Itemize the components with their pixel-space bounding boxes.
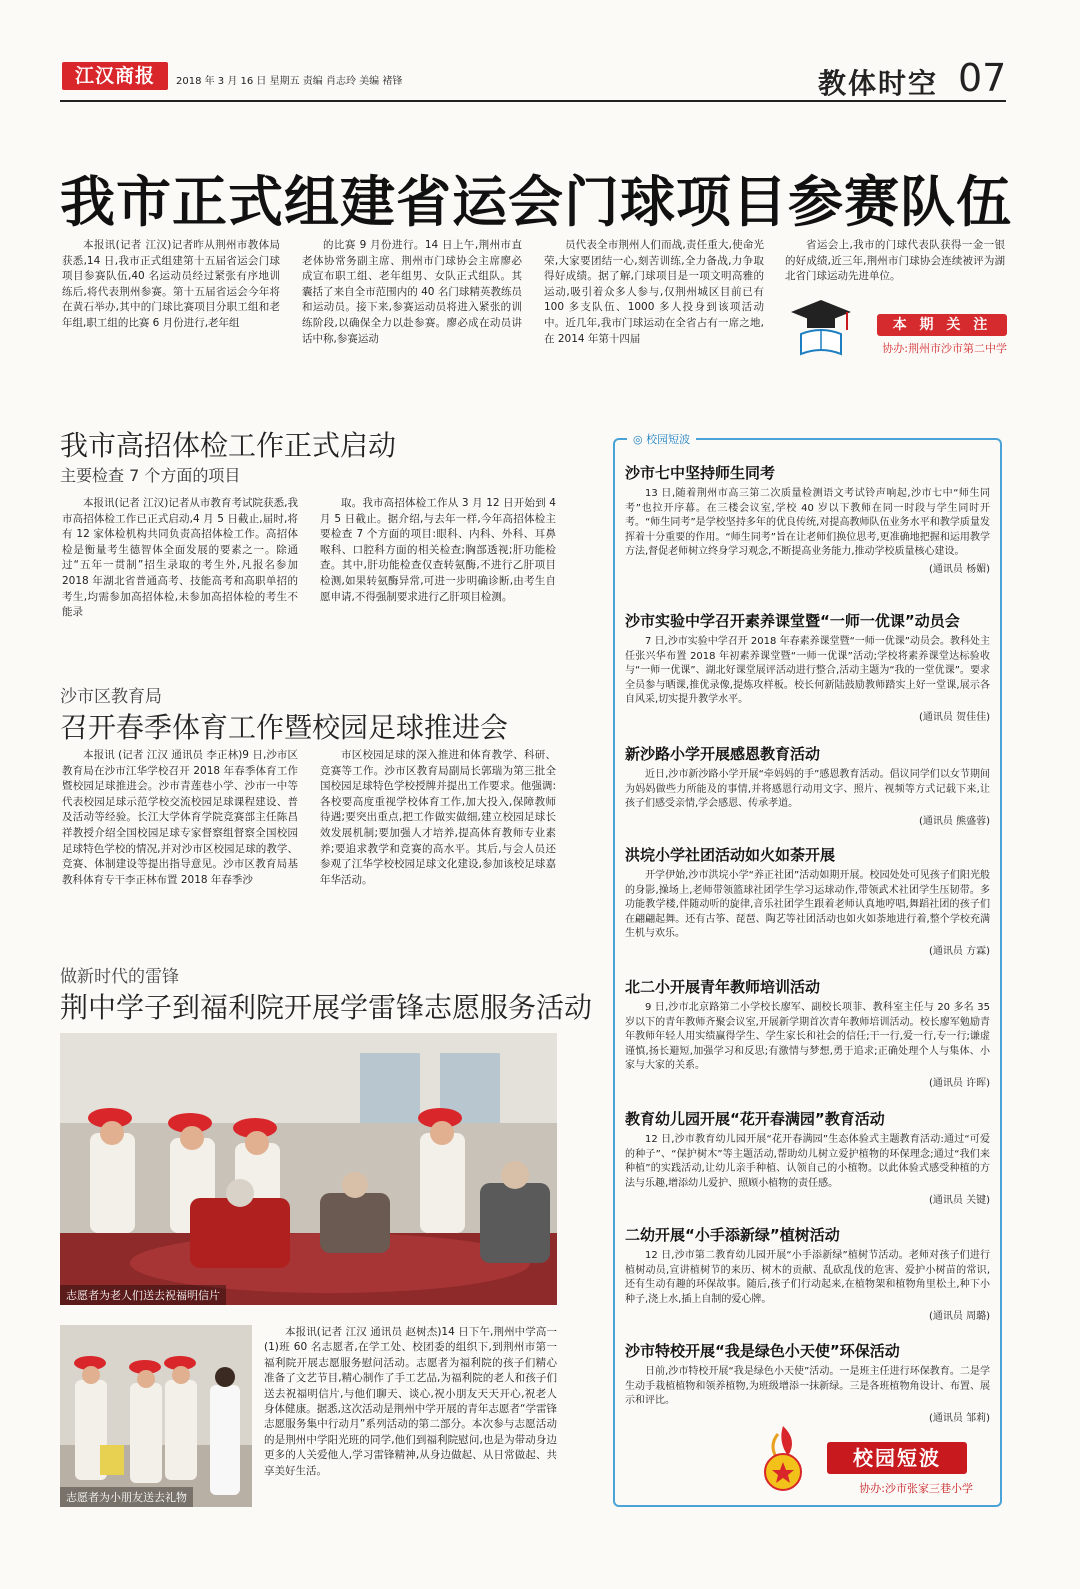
brief-byline: (通讯员 许晖) bbox=[929, 1077, 990, 1089]
story4-text: 本报讯(记者 江汉 通讯员 赵树杰)14 日下午,荆州中学高一(1)班 60 名志愿者,在学工处、校团委的组织下,到荆州市第一福利院开展志愿服务慰问活动。志愿者为福利院的孩子们精心准备了文艺节目,精心制作了手工艺品,为福利院的老人和孩子们送去祝福明信片,与他们聊天、谈心,祝小朋友天天开心,祝老人身体健康。据悉,这次活动是荆州中学开展的青年志愿者“学雷锋志愿服务集中行动月”系列活动的第二部分。本次参与志愿活动的是荆州中学阳光班的同学,他们到福利院慰问,也是为带动身边更多的人关爱他人,学习雷锋精神,从身边做起、从日常做起、共享美好生活。 bbox=[264, 1326, 557, 1477]
lead-col-4: 省运会上,我市的门球代表队获得一金一银的好成绩,近三年,荆州市门球协会连续被评为湖北省门球运动先进单位。 bbox=[785, 239, 1005, 283]
brief-item bbox=[625, 1108, 990, 1206]
brief-text: 12 日,沙市第二教育幼儿园开展“小手添新绿”植树节活动。老师对孩子们进行植树动员,宣讲植树节的来历、树木的贡献、乱砍乱伐的危害、爱护小树苗的常识,还有生动有趣的环保故事。随后,孩子们行动起来,在植物架和植物角里松土,种下小种子,浇上水,插上自制的爱心牌。 bbox=[625, 1250, 990, 1305]
brief-headline: 沙市实验中学召开素养课堂暨“一师一优课”动员会 bbox=[625, 612, 960, 630]
focus-badge bbox=[781, 288, 1007, 363]
gift-scene bbox=[60, 1325, 252, 1507]
volunteers-scene bbox=[60, 1033, 557, 1305]
campus-briefs-box bbox=[613, 433, 1002, 1507]
brief-headline: 二幼开展“小手添新绿”植树活动 bbox=[625, 1226, 840, 1244]
lead-col-3: 员代表全市荆州人们而战,责任重大,使命光荣,大家要团结一心,刻苦训练,全力备战,力争取得好成绩。据了解,门球项目是一项文明高雅的运动,吸引着众多人参与,仅荆州城区目前已有 100 多支队伍、1000 多人投身到该项活动中。近几年,我市门球运动在全省占有一席之地,在 2014 年第十四届 bbox=[544, 239, 764, 345]
brief-item bbox=[625, 1340, 990, 1424]
section-title: 教体时空 bbox=[818, 67, 939, 100]
brief-byline: (通讯员 方霖) bbox=[929, 945, 990, 957]
brief-byline: (通讯员 关键) bbox=[929, 1195, 990, 1206]
brief-item bbox=[625, 462, 990, 575]
volunteers-photo bbox=[60, 1033, 557, 1305]
brief-item bbox=[625, 610, 990, 723]
focus-tag: 本 期 关 注 bbox=[877, 314, 1007, 336]
badge-sponsor: 协办:沙市张家三巷小学 bbox=[859, 1482, 973, 1495]
brief-headline: 新沙路小学开展感恩教育活动 bbox=[625, 745, 821, 763]
brief-text: 7 日,沙市实验中学召开 2018 年春素养课堂暨“一师一优课”动员会。教科处主任张兴华布置 2018 年初素养课堂暨“一师一优课”活动;学校将素养课堂达标验收与“一师一优课”、湖北好课堂展评活动进行整合,活动主题为“我的一堂优课”。要求全员参与晒课,推优录像,提炼攻样板。校长何新陆鼓励教师踏实上好一堂课,展示各自风采,切实提升教学水平。 bbox=[625, 636, 990, 705]
campus-briefs-badge bbox=[748, 1420, 983, 1500]
story4-kicker: 做新时代的雷锋 bbox=[60, 967, 179, 987]
photo2-caption: 志愿者为小朋友送去礼物 bbox=[60, 1487, 193, 1507]
brief-item bbox=[625, 844, 990, 957]
masthead-rule bbox=[60, 100, 1006, 102]
brief-text: 13 日,随着荆州市高三第二次质量检测语文考试铃声响起,沙市七中“师生同考”也拉开序幕。在三楼会议室,学校 40 岁以下教师在同一时段与学生同时开考。“师生同考”是学校坚持多年的优良传统,对提高教师队伍业务水平和教学质量发挥着十分重要的作用。“师生同考”旨在让老师们换位思考,更准确地把握和运用教学方法,督促老师树立终身学习观念,不断提高业务能力,推动学校质量核心建设。 bbox=[625, 488, 990, 557]
brief-item bbox=[625, 976, 990, 1089]
brief-byline: (通讯员 杨媚) bbox=[929, 563, 990, 575]
brief-item bbox=[625, 743, 990, 827]
brief-byline: (通讯员 周璐) bbox=[929, 1311, 990, 1322]
issue-meta: 2018 年 3 月 16 日 星期五 责编 肖志玲 美编 褚锋 bbox=[176, 76, 403, 87]
story2-subhead: 主要检查 7 个方面的项目 bbox=[60, 466, 241, 485]
brief-item bbox=[625, 1224, 990, 1322]
story4-headline: 荆中学子到福利院开展学雷锋志愿服务活动 bbox=[60, 991, 593, 1024]
newspaper-logo: 江汉商报 bbox=[62, 62, 168, 90]
story3-headline: 召开春季体育工作暨校园足球推进会 bbox=[60, 711, 509, 744]
brief-headline: 沙市特校开展“我是绿色小天使”环保活动 bbox=[625, 1342, 900, 1360]
story3-col-2: 市区校园足球的深入推进和体育教学、科研、竞赛等工作。沙市区教育局副局长郭瑞为第三批全国校园足球特色学校授牌并提出工作要求。他强调:各校要高度重视学校体育工作,加大投入,保障教师待遇;要突出重点,把工作做实做细,建立校园足球长效发展机制;要加强人才培养,提高体育教师专业素养;要追求教学和竞赛的高水平。其后,与会人员还参观了江华学校校园足球文化建设,参加该校足球嘉年华活动。 bbox=[320, 749, 556, 886]
brief-byline: (通讯员 贺佳佳) bbox=[919, 711, 990, 723]
campus-briefs-title: ◎ 校园短波 bbox=[627, 431, 696, 447]
story3-kicker: 沙市区教育局 bbox=[60, 687, 162, 707]
gift-photo bbox=[60, 1325, 252, 1507]
story3-col-1: 本报讯 (记者 江汉 通讯员 李正林)9 日,沙市区教育局在沙市江华学校召开 2018 年春季体育工作暨校园足球推进会。沙市青莲巷小学、沙市一中等代表校园足球示范学校交流校园足球课程建设、普及活动等经验。长江大学体育学院竞赛部主任陈昌祥教授介绍全国校园足球专家督察组督察全国校园足球特色学校的情况,并对沙市区校园足球的教学、竞赛、体制建设等提出指导意见。沙市区教育局基教科体育专干李正林布置 2018 年春季沙 bbox=[62, 749, 298, 886]
brief-headline: 北二小开展青年教师培训活动 bbox=[625, 978, 821, 996]
page-number: 07 bbox=[958, 56, 1007, 100]
brief-headline: 洪垸小学社团活动如火如荼开展 bbox=[625, 846, 836, 864]
lead-col-2: 的比赛 9 月份进行。14 日上午,荆州市直老体协常务副主席、荆州市门球协会主席廖必成宣布职工组、老年组男、女队正式组队。其囊括了来自全市范围内的 40 名门球精英教练员和运动员。接下来,参赛运动员将进入紧张的训练阶段,以确保全力以赴参赛。廖必成在动员讲话中称,参赛运动 bbox=[302, 239, 522, 345]
torch-logo-icon bbox=[748, 1420, 818, 1498]
brief-headline: 沙市七中坚持师生同考 bbox=[625, 464, 776, 482]
brief-byline: (通讯员 熊盛蓉) bbox=[919, 815, 990, 827]
brief-text: 9 日,沙市北京路第二小学校长廖军、副校长项菲、教科室主任与 20 多名 35 岁以下的青年教师齐聚会议室,开展新学期首次青年教师培训活动。校长廖军勉励青年教师年轻人用实绩赢得学生、学生家长和社会的信任;干一行,爱一行,专一行;谦虚谨慎,扬长避短,加强学习和反思;有激情与梦想,勇于追求;正确处理个人与集体、小家与大家的关系。 bbox=[625, 1002, 990, 1071]
focus-sponsor: 协办:荆州市沙市第二中学 bbox=[882, 342, 1007, 355]
brief-headline: 教育幼儿园开展“花开春满园”教育活动 bbox=[625, 1110, 885, 1128]
brief-byline: (通讯员 邹莉) bbox=[929, 1412, 990, 1424]
brief-text: 12 日,沙市教育幼儿园开展“花开春满园”生态体验式主题教育活动:通过“可爱的种子”、“保护树木”等主题活动,帮助幼儿树立爱护植物的环保理念;通过“我们来种植”的实践活动,让幼儿亲手种植、认领自己的小植物。以此体验式感受种植的方法与乐趣,增添幼儿爱护、照顾小植物的责任感。 bbox=[625, 1134, 990, 1189]
story2-headline: 我市高招体检工作正式启动 bbox=[60, 429, 397, 462]
brief-text: 日前,沙市特校开展“我是绿色小天使”活动。一是班主任进行环保教育。二是学生动手栽植植物和领养植物,为班级增添一抹新绿。三是各班植物角设计、布置、展示和评比。 bbox=[625, 1366, 990, 1406]
brief-text: 开学伊始,沙市洪垸小学“养正社团”活动如期开展。校园处处可见孩子们阳光般的身影,操场上,老师带领篮球社团学生学习运球动作,带领武术社团学生压韧带。多功能教学楼,伴随动听的旋律,音乐社团学生跟着老师认真地哼唱,舞蹈社团的孩子们在翩翩起舞。还有古筝、琵琶、陶艺等社团活动也如火如荼地进行着,整个学校充满生机与欢乐。 bbox=[625, 870, 990, 939]
lead-col-1: 本报讯(记者 江汉)记者昨从荆州市教体局获悉,14 日,我市正式组建第十五届省运会门球项目参赛队伍,40 名运动员经过紧张有序地训练后,将代表荆州参赛。第十五届省运会今年将在黄石举办,其中的门球比赛项目分职工组和老年组,职工组的比赛 6 月份进行,老年组 bbox=[62, 239, 280, 329]
story2-col-2: 取。我市高招体检工作从 3 月 12 日开始到 4 月 5 日截止。据介绍,与去年一样,今年高招体检主要检查 7 个方面的项目:眼科、内科、外科、耳鼻喉科、口腔科方面的相关检查;胸部透视;肝功能检查。其中,肝功能检查仅查转氨酶,不进行乙肝项目检测,如果转氨酶异常,可进一步明确诊断,由考生自愿申请,不得强制要求进行乙肝项目检测。 bbox=[320, 497, 556, 603]
story2-col-1: 本报讯(记者 江汉)记者从市教育考试院获悉,我市高招体检工作已正式启动,4 月 5 日截止,届时,将有 12 家体检机构共同负责高招体检工作。高招体检是衡量考生德智体全面发展的要素之一。除通过“五年一贯制”招生录取的考生外,凡报名参加 2018 年湖北省普通高考、技能高考和高职单招的考生,均需参加高招体检,未参加高招体检的考生不能录 bbox=[62, 497, 298, 619]
lead-headline: 我市正式组建省运会门球项目参赛队伍 bbox=[60, 170, 1013, 234]
badge-tag: 校园短波 bbox=[827, 1442, 967, 1474]
graduation-cap-icon bbox=[781, 292, 861, 362]
photo1-caption: 志愿者为老人们送去祝福明信片 bbox=[60, 1285, 226, 1305]
brief-text: 近日,沙市新沙路小学开展“牵妈妈的手”感恩教育活动。倡议同学们以女节期间为妈妈做些力所能及的事情,并将感恩行动用文字、照片、视频等方式记载下来,让孩子们感受亲情,学会感恩、传承孝道。 bbox=[625, 769, 990, 809]
